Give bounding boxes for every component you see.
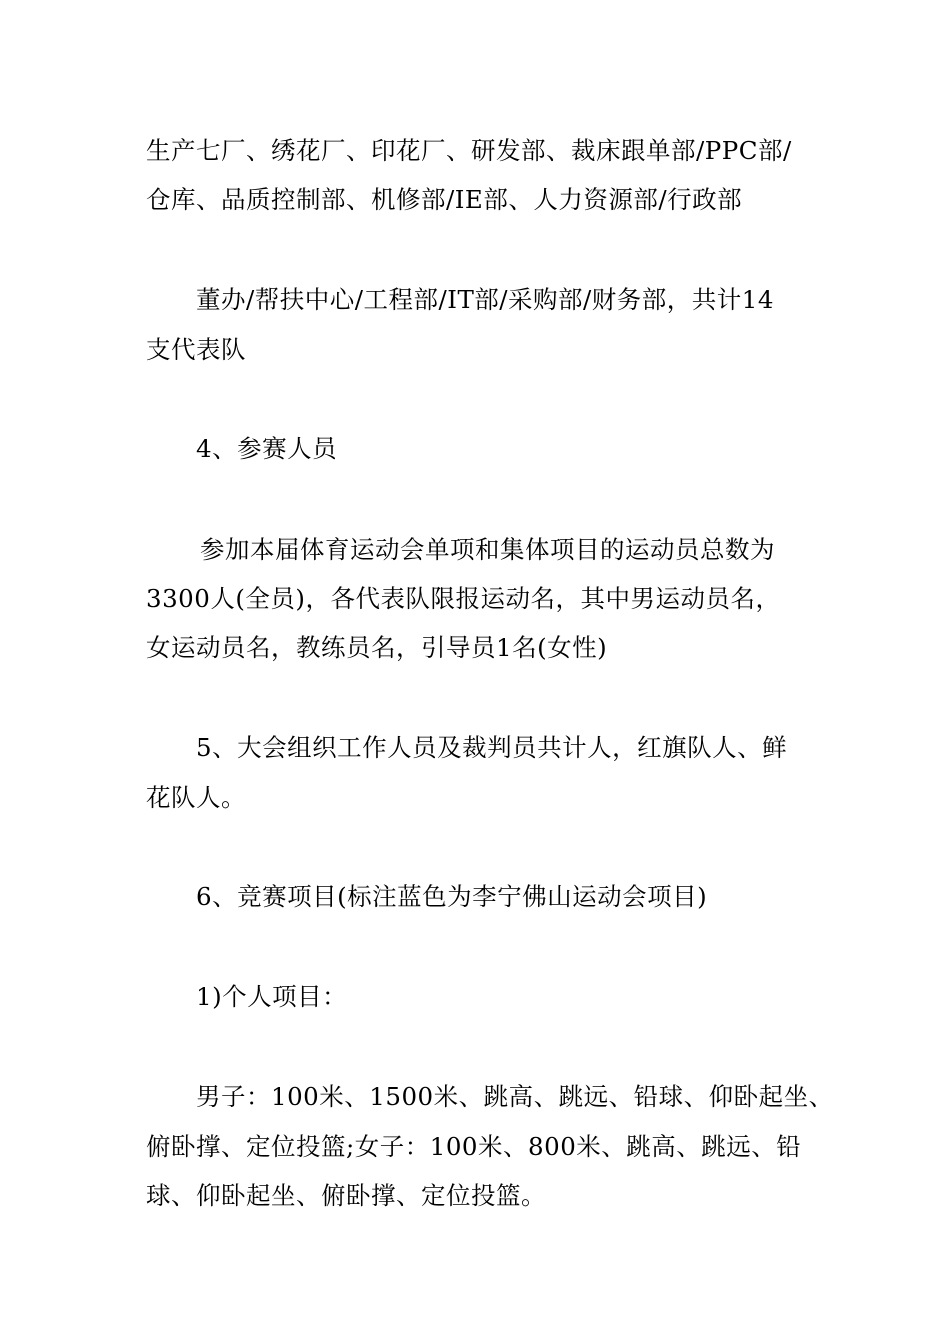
text-line: 5、大会组织工作人员及裁判员共计人，红旗队人、鲜 <box>196 733 788 762</box>
text-line: 3300人(全员)，各代表队限报运动名，其中男运动员名， <box>146 584 781 613</box>
text-line: 生产七厂、绣花厂、印花厂、研发部、裁床跟单部/PPC部/ <box>146 136 792 165</box>
text-line: 仓库、品质控制部、机修部/IE部、人力资源部/行政部 <box>146 185 743 214</box>
text-line: 男子：100米、1500米、跳高、跳远、铅球、仰卧起坐、 <box>196 1082 834 1111</box>
text-line: 女运动员名，教练员名，引导员1名(女性) <box>146 633 608 662</box>
text-line: 支代表队 <box>146 335 246 364</box>
text-line: 球、仰卧起坐、俯卧撑、定位投篮。 <box>146 1181 546 1210</box>
text-line: 参加本届体育运动会单项和集体项目的运动员总数为 <box>200 535 775 564</box>
text-line: 董办/帮扶中心/工程部/IT部/采购部/财务部，共计14 <box>196 285 774 314</box>
subsection-heading: 1)个人项目： <box>196 982 348 1011</box>
section-heading: 6、竞赛项目(标注蓝色为李宁佛山运动会项目) <box>196 882 708 911</box>
text-line: 花队人。 <box>146 783 246 812</box>
text-line: 俯卧撑、定位投篮;女子：100米、800米、跳高、跳远、铅 <box>146 1132 802 1161</box>
section-heading: 4、参赛人员 <box>196 434 338 463</box>
